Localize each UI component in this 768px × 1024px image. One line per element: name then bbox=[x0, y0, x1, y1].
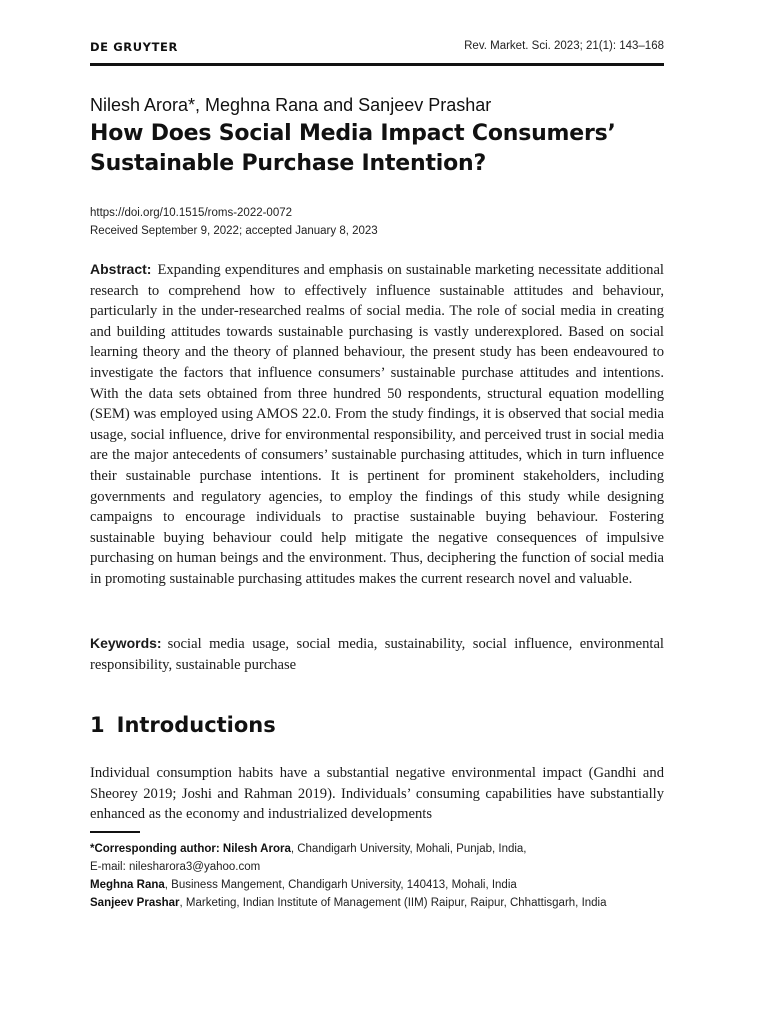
footnote-email[interactable]: E-mail: nilesharora3@yahoo.com bbox=[90, 861, 261, 873]
footnote-author-3 bbox=[90, 894, 670, 912]
received-dates: Received September 9, 2022; accepted January 8, 2023 bbox=[90, 225, 378, 237]
running-header bbox=[90, 40, 664, 56]
doi-link[interactable]: https://doi.org/10.1515/roms-2022-0072 bbox=[90, 207, 293, 219]
keywords-label: Keywords: bbox=[90, 635, 162, 651]
author-3-affiliation: , Marketing, Indian Institute of Management (IIM) Raipur, Raipur, Chhattisgarh, India bbox=[179, 897, 607, 909]
keywords bbox=[90, 633, 664, 675]
journal-citation: Rev. Market. Sci. 2023; 21(1): 143–168 bbox=[464, 40, 664, 52]
section-number: 1 bbox=[90, 713, 105, 737]
footnote-author-2 bbox=[90, 876, 670, 894]
author-list: Nilesh Arora*, Meghna Rana and Sanjeev Prashar bbox=[90, 95, 492, 115]
keywords-text: social media usage, social media, sustainability, social influence, environmental responsibility, sustainable purchase bbox=[90, 636, 664, 673]
abstract bbox=[90, 259, 664, 590]
author-2-name: Meghna Rana bbox=[90, 879, 165, 891]
footnote-rule bbox=[90, 831, 140, 833]
abstract-label: Abstract: bbox=[90, 261, 152, 277]
corresponding-affiliation: , Chandigarh University, Mohali, Punjab, India, bbox=[290, 843, 527, 855]
header-rule bbox=[90, 63, 664, 66]
author-3-name: Sanjeev Prashar bbox=[90, 897, 180, 909]
corresponding-author-label: *Corresponding author: Nilesh Arora bbox=[90, 843, 291, 855]
section-title: Introductions bbox=[116, 713, 276, 737]
footnotes bbox=[90, 840, 670, 912]
publisher-logo: DE GRUYTER bbox=[90, 40, 178, 54]
footnote-corresponding bbox=[90, 840, 670, 858]
section-heading bbox=[90, 713, 276, 737]
intro-paragraph: Individual consumption habits have a substantial negative environmental impact (Gandhi and Sheorey 2019; Joshi and Rahman 2019). Individuals’ consuming capabilities have substantially enhanced as the economy and industrialized developments bbox=[90, 765, 664, 823]
abstract-text: Expanding expenditures and emphasis on sustainable marketing necessitate additional research to comprehend how to effectively influence sustainable attitudes and behaviour, particularly in the under-researched realms of social media. The role of social media in creating and building attitudes towards sustainable purchasing is vastly underexplored. Based on social learning theory and the theory of planned behaviour, the present study has been endeavoured to investigate the factors that influence consumers’ sustainable purchase attitudes and intentions. With the data sets obtained from three hundred 50 respondents, structural equation modelling (SEM) was employed using AMOS 22.0. From the study findings, it is observed that social media usage, social influence, drive for environmental responsibility, and perceived trust in social media are the major antecedents of consumers’ sustainable purchasing attitudes, which in turn influence their sustainable purchase intentions. It is pertinent for prominent stakeholders, including governments and regulatory agencies, to employ the findings of this study while designing campaigns to encourage individuals to practise sustainable buying behaviour. Fostering sustainable buying behaviour could help mitigate the negative consequences of impulsive purchasing on human beings and the environment. Thus, deciphering the function of social media in promoting sustainable purchasing attitudes makes the current research novel and valuable. bbox=[90, 262, 664, 587]
author-2-affiliation: , Business Mangement, Chandigarh University, 140413, Mohali, India bbox=[164, 879, 517, 891]
article-title: How Does Social Media Impact Consumers’ Sustainable Purchase Intention? bbox=[90, 121, 616, 176]
article-meta bbox=[90, 204, 378, 240]
